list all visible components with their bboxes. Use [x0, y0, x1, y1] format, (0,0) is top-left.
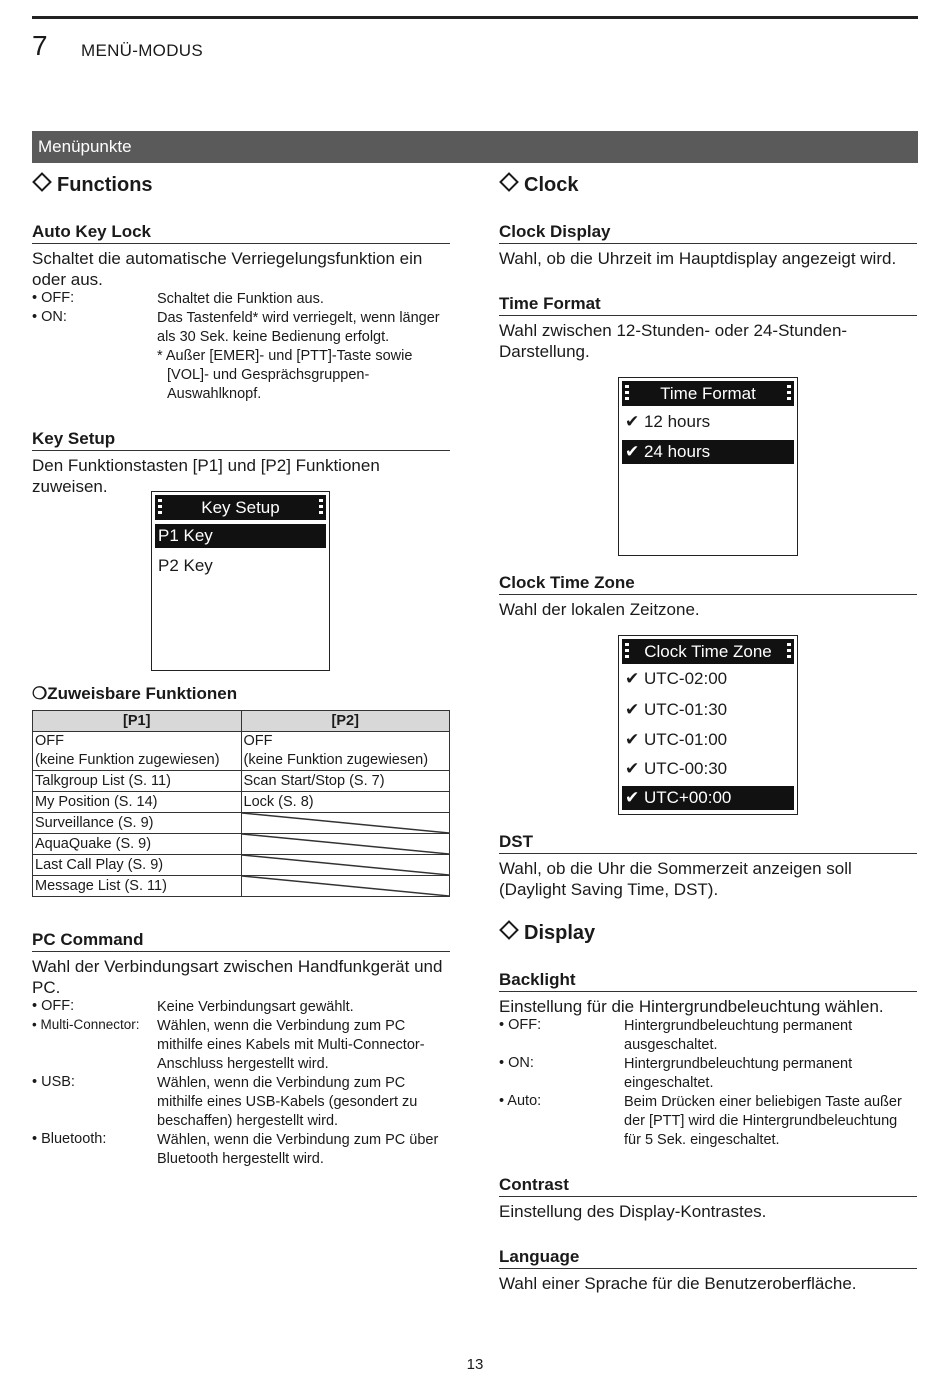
- option-key: • Bluetooth:: [32, 1131, 107, 1147]
- pc-command-desc: Wahl der Verbindungsart zwischen Handfunkgerät und PC.: [32, 957, 443, 997]
- menu-dots-icon: [787, 643, 791, 660]
- option-key: • USB:: [32, 1074, 75, 1090]
- option-value: Das Tastenfeld* wird verriegelt, wenn länger als 30 Sek. keine Bedienung erfolgt.: [157, 310, 440, 345]
- clock-heading: Clock: [499, 174, 578, 197]
- option-value: Wählen, wenn die Verbindung zum PC mithilfe eines Kabels mit Multi-Connector-Anschluss hergestellt wird.: [157, 1018, 425, 1072]
- column-header-p1: [P1]: [33, 711, 242, 732]
- dst-desc: Wahl, ob die Uhr die Sommerzeit anzeigen soll (Daylight Saving Time, DST).: [499, 859, 852, 899]
- option-value: Hintergrundbeleuchtung permanent eingeschaltet.: [624, 1056, 853, 1091]
- option-value: Beim Drücken einer beliebigen Taste außer der [PTT] wird die Hintergrundbeleuchtung für 5 Sek. eingeschaltet.: [624, 1094, 902, 1148]
- key-setup-screen: [151, 491, 330, 671]
- page-number: 13: [466, 1356, 484, 1373]
- empty-cell: [241, 834, 450, 855]
- chapter-number: 7: [32, 30, 48, 61]
- menu-dots-icon: [625, 643, 629, 660]
- empty-cell: [241, 855, 450, 876]
- empty-cell: [241, 813, 450, 834]
- option-key: • ON:: [32, 309, 67, 325]
- key-setup-heading: Key Setup: [32, 429, 450, 451]
- diamond-icon: [32, 172, 52, 192]
- contrast-heading: Contrast: [499, 1175, 917, 1197]
- table-cell: Lock (S. 8): [241, 792, 450, 813]
- screen-item-timezone: ✔ UTC-02:00: [625, 669, 728, 688]
- clock-time-zone-desc: Wahl der lokalen Zeitzone.: [499, 600, 700, 619]
- table-cell: Last Call Play (S. 9): [33, 855, 242, 876]
- auto-key-lock-desc: Schaltet die automatische Verriegelungsfunktion ein oder aus.: [32, 249, 423, 289]
- footnote: * Außer [EMER]- und [PTT]-Taste sowie [VOL]- und Gesprächsgruppen-Auswahlknopf.: [157, 348, 413, 402]
- backlight-heading: Backlight: [499, 970, 917, 992]
- option-value: Keine Verbindungsart gewählt.: [157, 999, 354, 1015]
- clock-time-zone-heading: Clock Time Zone: [499, 573, 917, 595]
- table-row: [33, 732, 450, 771]
- top-rule: [32, 16, 918, 19]
- clock-display-heading: Clock Display: [499, 222, 917, 244]
- diamond-icon: [499, 920, 519, 940]
- screen-item-p1-key: P1 Key: [155, 524, 326, 548]
- dst-heading: DST: [499, 832, 917, 854]
- option-key: • ON:: [499, 1055, 534, 1071]
- screen-item-timezone: ✔ UTC-01:00: [625, 730, 728, 749]
- clock-display-desc: Wahl, ob die Uhrzeit im Hauptdisplay angezeigt wird.: [499, 249, 897, 268]
- table-cell: AquaQuake (S. 9): [33, 834, 242, 855]
- option-key: • OFF:: [32, 290, 75, 306]
- option-key: • OFF:: [32, 998, 75, 1014]
- table-row: [33, 855, 450, 876]
- contrast-desc: Einstellung des Display-Kontrastes.: [499, 1202, 767, 1221]
- menu-dots-icon: [158, 499, 162, 516]
- option-value: Hintergrundbeleuchtung permanent ausgeschaltet.: [624, 1018, 853, 1053]
- section-banner: Menüpunkte: [32, 131, 918, 163]
- table-row: [33, 813, 450, 834]
- table-row: [33, 876, 450, 897]
- key-setup-desc: Den Funktionstasten [P1] und [P2] Funktionen zuweisen.: [32, 456, 380, 496]
- empty-cell: [241, 876, 450, 897]
- table-row: [33, 834, 450, 855]
- screen-item-timezone: ✔ UTC-01:30: [625, 700, 728, 719]
- clock-time-zone-screen: [618, 635, 798, 815]
- option-key: • Auto:: [499, 1093, 542, 1109]
- column-header-p2: [P2]: [241, 711, 450, 732]
- table-cell: OFF (keine Funktion zugewiesen): [241, 732, 450, 771]
- screen-title: Key Setup: [155, 495, 326, 520]
- option-value: Wählen, wenn die Verbindung zum PC über Bluetooth hergestellt wird.: [157, 1132, 439, 1167]
- language-desc: Wahl einer Sprache für die Benutzeroberfläche.: [499, 1274, 857, 1293]
- pc-command-heading: PC Command: [32, 930, 450, 952]
- option-key: • OFF:: [499, 1017, 542, 1033]
- diamond-icon: [499, 172, 519, 192]
- time-format-screen: [618, 377, 798, 556]
- table-cell: My Position (S. 14): [33, 792, 242, 813]
- time-format-desc: Wahl zwischen 12-Stunden- oder 24-Stunden-Darstellung.: [499, 321, 848, 361]
- time-format-heading: Time Format: [499, 294, 917, 316]
- menu-dots-icon: [787, 385, 791, 402]
- assignable-heading: ❍Zuweisbare Funktionen: [32, 684, 238, 703]
- option-key: • Multi-Connector:: [32, 1017, 140, 1032]
- screen-item-p2-key: P2 Key: [158, 556, 213, 575]
- screen-item-24-hours: ✔ 24 hours: [622, 440, 794, 464]
- backlight-desc: Einstellung für die Hintergrundbeleuchtung wählen.: [499, 997, 884, 1016]
- menu-dots-icon: [319, 499, 323, 516]
- auto-key-lock-heading: Auto Key Lock: [32, 222, 450, 244]
- screen-title: Time Format: [622, 381, 794, 406]
- screen-item-timezone-selected: ✔ UTC+00:00: [622, 786, 794, 810]
- table-cell: Talkgroup List (S. 11): [33, 771, 242, 792]
- table-row: [33, 792, 450, 813]
- table-row: [33, 771, 450, 792]
- table-cell: Surveillance (S. 9): [33, 813, 242, 834]
- chapter-title: MENÜ-MODUS: [81, 41, 203, 60]
- table-cell: Scan Start/Stop (S. 7): [241, 771, 450, 792]
- assignable-table: [32, 710, 450, 897]
- language-heading: Language: [499, 1247, 917, 1269]
- option-value: Wählen, wenn die Verbindung zum PC mithilfe eines USB-Kabels (gesondert zu beschaffen) hergestellt wird.: [157, 1075, 418, 1129]
- display-heading: Display: [499, 922, 595, 945]
- screen-item-timezone: ✔ UTC-00:30: [625, 759, 728, 778]
- screen-title: Clock Time Zone: [622, 639, 794, 664]
- table-cell: Message List (S. 11): [33, 876, 242, 897]
- screen-item-12-hours: ✔ 12 hours: [625, 412, 711, 431]
- table-cell: OFF (keine Funktion zugewiesen): [33, 732, 242, 771]
- menu-dots-icon: [625, 385, 629, 402]
- option-value: Schaltet die Funktion aus.: [157, 291, 324, 307]
- functions-heading: Functions: [32, 174, 153, 197]
- circle-icon: ❍: [32, 684, 48, 703]
